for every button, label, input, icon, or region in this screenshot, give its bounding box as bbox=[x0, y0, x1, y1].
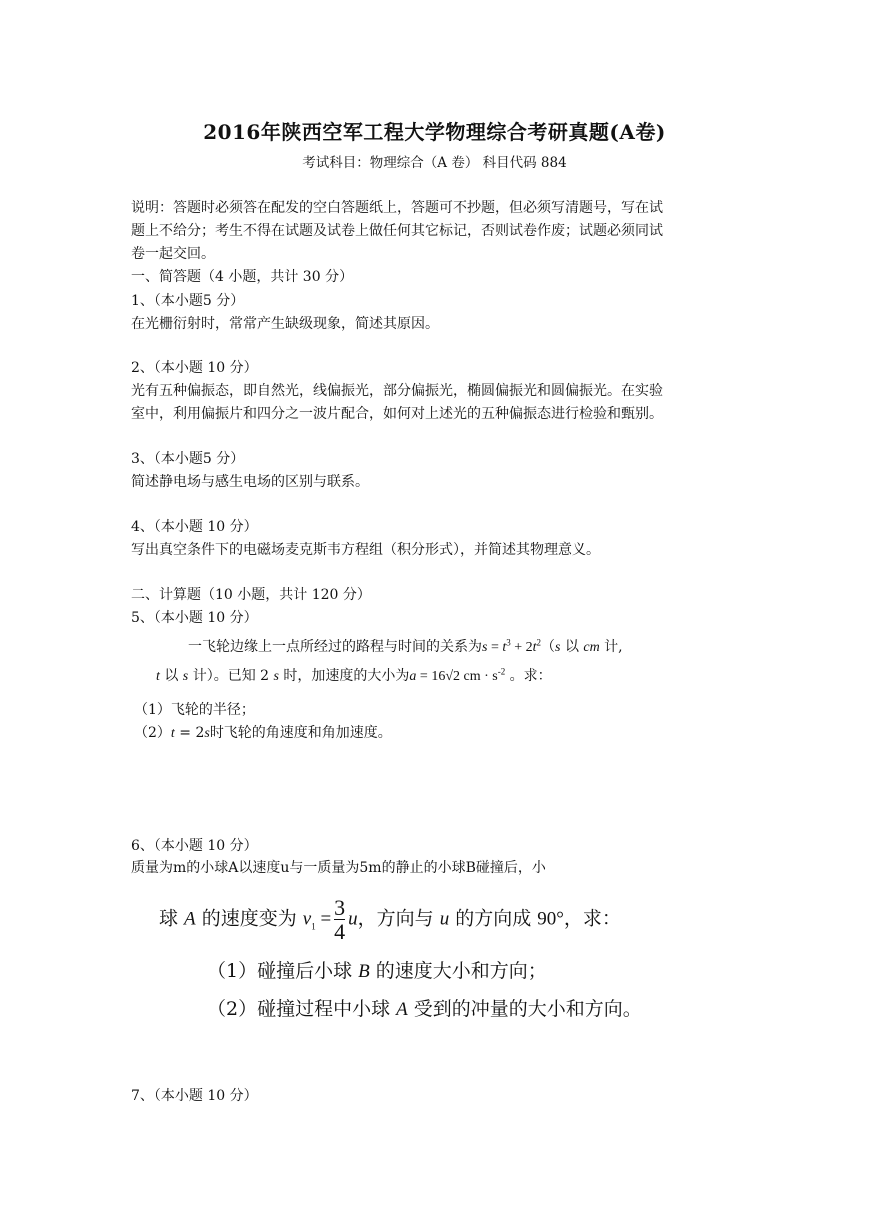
q6-sub-2: （2）碰撞过程中小球 A 受到的冲量的大小和方向。 bbox=[207, 998, 642, 1020]
q5-formula: $s = t^3 + 2t^2$ bbox=[482, 637, 542, 655]
q5-sub-1: （1）飞轮的半径； bbox=[134, 702, 255, 718]
q3-text: 简述静电场与感生电场的区别与联系。 bbox=[131, 474, 369, 490]
q6-label: 6、（本小题 10 分） bbox=[131, 838, 258, 854]
q2-label: 2、（本小题 10 分） bbox=[131, 360, 258, 376]
q5-line-1-text: 一飞轮边缘上一点所经过的路程与时间的关系为 bbox=[188, 639, 482, 655]
section-1-heading: 一、简答题（4 小题，共计 30 分） bbox=[131, 269, 354, 285]
q6-text: 质量为m的小球A以速度u与一质量为5m的静止的小球B碰撞后，小 bbox=[131, 860, 546, 876]
q2-text-line-1: 光有五种偏振态，即自然光，线偏振光，部分偏振光，椭圆偏振光和圆偏振光。在实验 bbox=[131, 383, 663, 399]
q5-line-1: 一飞轮边缘上一点所经过的路程与时间的关系为$s = t^3 + 2t^2(s$ 以 cm 计, bbox=[188, 637, 623, 655]
section-2-heading: 二、计算题（10 小题，共计 120 分） bbox=[131, 587, 371, 603]
exam-subtitle: 考试科目：物理综合（A 卷） 科目代码 884 bbox=[302, 155, 567, 171]
q1-label: 1、（本小题5 分） bbox=[131, 293, 245, 309]
q2-text-line-2: 室中，利用偏振片和四分之一波片配合，如何对上述光的五种偏振态进行检验和甄别。 bbox=[131, 406, 663, 422]
q4-label: 4、（本小题 10 分） bbox=[131, 519, 258, 535]
q5-acceleration-formula: a = 16√2 cm · $s^{-2}$ bbox=[409, 666, 506, 684]
q5-sub-2: （2）t = 2s时飞轮的角速度和角加速度。 bbox=[134, 725, 392, 741]
q6-statement-line: 球 A 的速度变为 $v_1$ = $\frac{3}{4}$ u，方向与 u 的方向成 90°，求： bbox=[159, 895, 621, 944]
q1-text: 在光栅衍射时，常常产生缺级现象，简述其原因。 bbox=[131, 316, 439, 332]
q5-line-2: t 以 s 计）。已知 2 s 时，加速度的大小为a = 16√2 cm · $s^{-2}$ 。求： bbox=[156, 666, 552, 684]
q6-fraction: $\frac{3}{4}$ bbox=[334, 895, 346, 944]
instructions-line-2: 题上不给分；考生不得在试题及试卷上做任何其它标记，否则试卷作废；试题必须同试 bbox=[131, 223, 663, 239]
q4-text: 写出真空条件下的电磁场麦克斯韦方程组（积分形式），并简述其物理意义。 bbox=[131, 542, 600, 558]
instructions-line-1: 说明：答题时必须答在配发的空白答题纸上，答题可不抄题，但必须写清题号，写在试 bbox=[131, 200, 663, 216]
instructions-line-3: 卷一起交回。 bbox=[131, 246, 215, 262]
q5-label: 5、（本小题 10 分） bbox=[131, 610, 258, 626]
q6-sub-1: （1）碰撞后小球 B 的速度大小和方向； bbox=[207, 960, 547, 982]
q3-label: 3、（本小题5 分） bbox=[131, 451, 245, 467]
q7-label: 7、（本小题 10 分） bbox=[131, 1088, 258, 1104]
page-title: 2016年陕西空军工程大学物理综合考研真题(A卷) bbox=[203, 120, 666, 144]
